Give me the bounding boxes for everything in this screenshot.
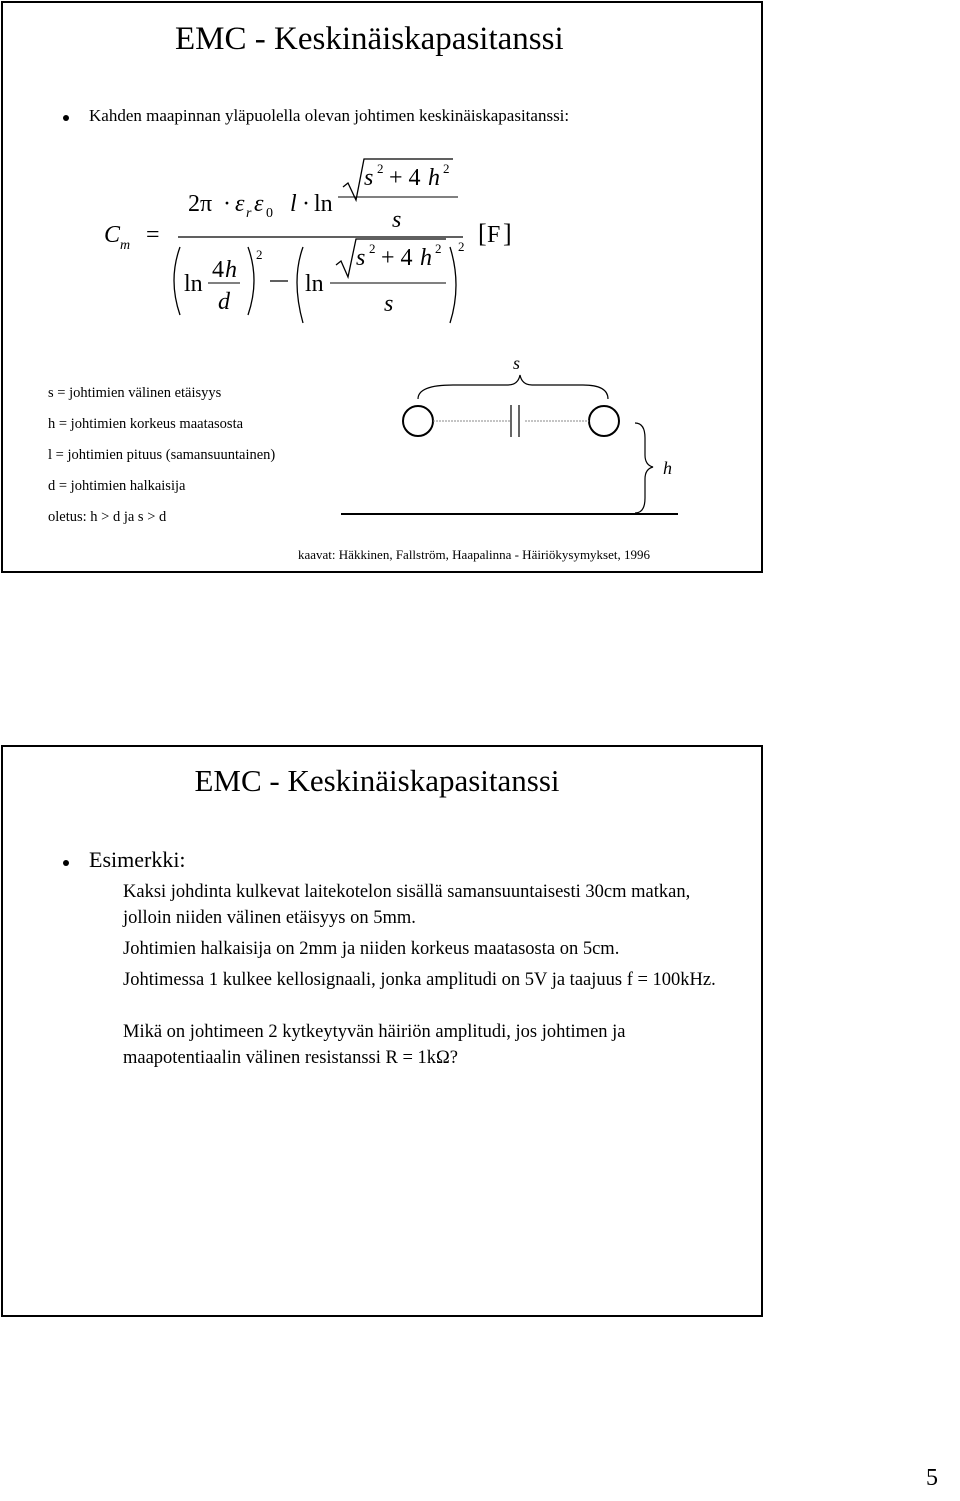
svg-text:l: l (290, 191, 297, 217)
spacing-brace (418, 375, 608, 399)
svg-text:ln: ln (184, 271, 203, 297)
definition-d: d = johtimien halkaisija (48, 478, 186, 494)
conductor-2-icon (589, 406, 619, 436)
slide-2-bullet-text: Esimerkki: (89, 847, 186, 872)
page-number: 5 (926, 1465, 938, 1491)
svg-text:[: [ (478, 219, 487, 248)
svg-text:ln: ln (305, 271, 324, 297)
svg-text:2: 2 (377, 161, 384, 176)
svg-text:d: d (218, 289, 230, 315)
svg-text:h: h (420, 245, 432, 271)
svg-text:+ 4: + 4 (381, 245, 413, 271)
slide-2-title: EMC - Keskinäiskapasitanssi (194, 763, 560, 798)
slide-2 (1, 745, 763, 1317)
example-paragraph-1: Kaksi johdinta kulkevat laitekotelon sisällä samansuuntaisesti 30cm matkan, jolloin niiden välinen etäisyys on 5mm. (123, 882, 691, 928)
height-brace (635, 423, 653, 513)
definition-s: s = johtimien välinen etäisyys (48, 385, 222, 401)
svg-text:r: r (246, 206, 252, 221)
svg-text:s: s (364, 165, 374, 191)
svg-text:2: 2 (435, 241, 442, 256)
svg-text:2: 2 (458, 239, 465, 254)
svg-text:s: s (356, 245, 366, 271)
formula-lhs-sub: m (120, 238, 131, 253)
svg-text:ε: ε (235, 191, 245, 217)
svg-text:h: h (225, 257, 237, 283)
slide-1-title: EMC - Keskinäiskapasitanssi (175, 21, 564, 57)
example-question: Mikä on johtimeen 2 kytkeytyvän häiriön amplitudi, jos johtimen ja maapotentiaalin välinen resistanssi R = 1kΩ? (123, 1022, 626, 1068)
svg-text:+ 4: + 4 (389, 165, 421, 191)
capacitance-formula (98, 155, 518, 335)
example-body (123, 879, 723, 1076)
source-citation: kaavat: Häkkinen, Fallström, Haapalinna - Häiriökysymykset, 1996 (298, 547, 651, 562)
bullet-icon (63, 115, 69, 121)
diagram-s-label: s (513, 353, 521, 373)
svg-text:2π: 2π (188, 191, 213, 217)
svg-text:·: · (302, 191, 310, 217)
formula-unit: F (487, 222, 501, 248)
conductor-diagram (333, 343, 713, 528)
svg-text:0: 0 (266, 206, 273, 221)
diagram-h-label: h (663, 458, 672, 478)
example-paragraph-3: Johtimessa 1 kulkee kellosignaali, jonka amplitudi on 5V ja taajuus f = 100kHz. (123, 970, 716, 990)
example-paragraph-2: Johtimien halkaisija on 2mm ja niiden korkeus maatasosta on 5cm. (123, 939, 620, 959)
svg-text:2: 2 (443, 161, 450, 176)
svg-text:2: 2 (369, 241, 376, 256)
svg-text:4: 4 (212, 257, 224, 283)
assumption: oletus: h > d ja s > d (48, 509, 167, 525)
slide-1 (1, 1, 763, 573)
svg-text:]: ] (503, 219, 512, 248)
svg-text:s: s (392, 207, 402, 233)
svg-text:ln: ln (314, 191, 333, 217)
definition-h: h = johtimien korkeus maatasosta (48, 416, 244, 432)
definition-l: l = johtimien pituus (samansuuntainen) (48, 447, 276, 463)
svg-text:h: h (428, 165, 440, 191)
conductor-1-icon (403, 406, 433, 436)
formula-lhs: C (104, 222, 121, 248)
svg-text:=: = (146, 222, 160, 248)
slide-1-bullet-text: Kahden maapinnan yläpuolella olevan johtimen keskinäiskapasitanssi: (89, 106, 570, 125)
svg-text:s: s (384, 291, 394, 317)
svg-text:2: 2 (256, 247, 263, 262)
svg-text:ε: ε (254, 191, 264, 217)
svg-text:·: · (223, 191, 231, 217)
variable-definitions (48, 378, 275, 533)
bullet-icon (63, 860, 69, 866)
